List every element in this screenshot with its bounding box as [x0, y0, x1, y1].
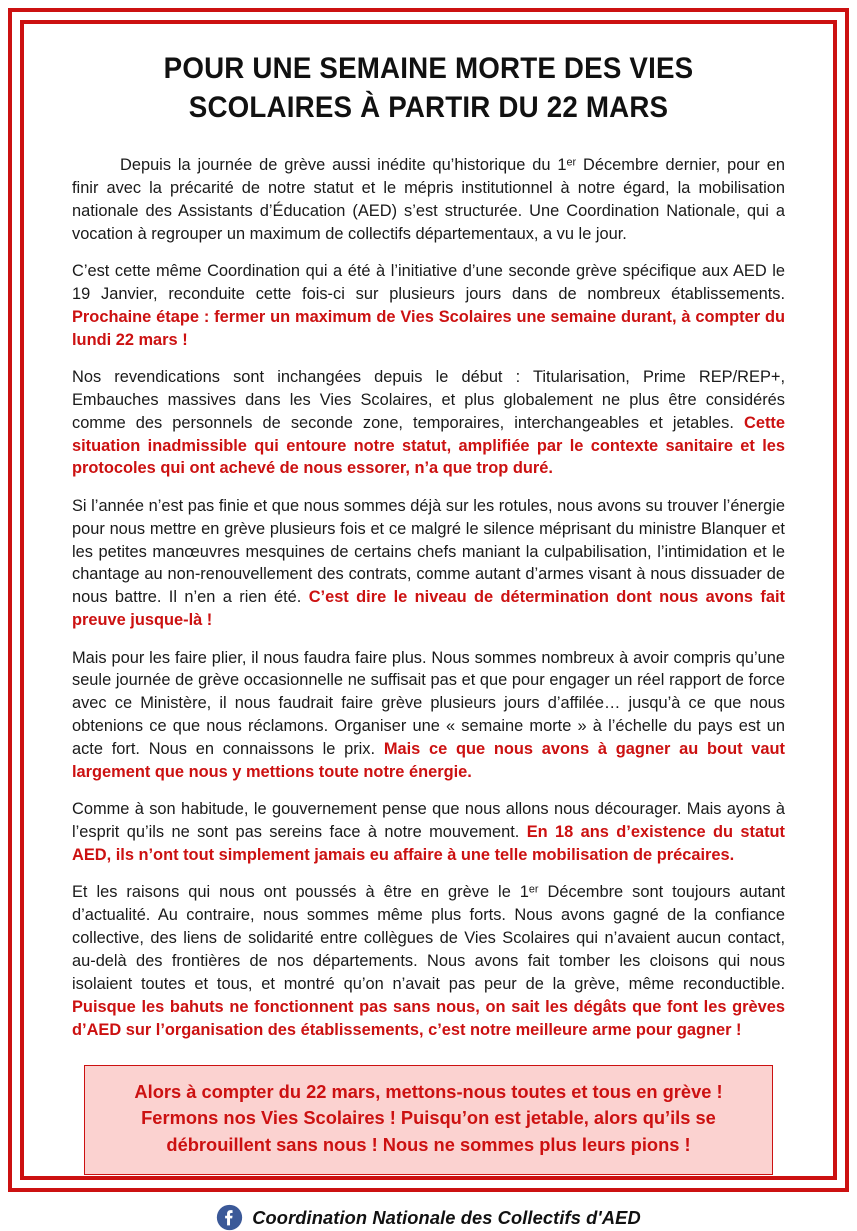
paragraph-3-text: Nos revendications sont inchangées depuis le début : Titularisation, Prime REP/REP+, Embauches massives dans les Vies Scolaires, et plus globalement ne plus être considérés comme des personnels de seconde zone, temporaires, interchangeables et jetables. [72, 367, 785, 432]
inner-red-frame [20, 20, 837, 1228]
paragraph-7-text-b: Décembre sont toujours autant d’actualité. Au contraire, nous sommes même plus forts. Nous avons gagné de la confiance collective, des liens de solidarité entre collègues de Vies Scolaires qui n’avaient aucun contact, au-delà des frontières de nos départements. Nous avons fait tomber les cloisons qui nous isolaient toutes et tous, et montré qu’on n’avait pas peur de la grève, même reconductible. [72, 883, 785, 993]
paragraph-1-text-a: Depuis la journée de grève aussi inédite qu’historique du 1 [120, 155, 567, 174]
paragraph-4-text: Si l’année n’est pas finie et que nous sommes déjà sur les rotules, nous avons su trouver l’énergie pour nous mettre en grève plusieurs fois et ce malgré le silence méprisant du ministre Blanquer et les petites manœuvres mesquines de certains chefs maniant la culpabilisation, l’intimidation et le chantage au non-renouvellement des contrats, comme autant d’armes visant à nous dissuader de nous battre. Il n’en a rien été. [72, 496, 785, 607]
paragraph-4-highlight: C’est dire le niveau de détermination dont nous avons fait preuve jusque-là ! [72, 588, 785, 630]
paragraph-1-superscript: er [566, 156, 577, 169]
title-line-2: SCOLAIRES À PARTIR DU 22 MARS [188, 90, 669, 124]
paragraph-2-highlight: Prochaine étape : fermer un maximum de Vies Scolaires une semaine durant, à compter du lundi 22 mars ! [72, 307, 785, 349]
paragraph-2-text: C’est cette même Coordination qui a été à l’initiative d’une seconde grève spécifique aux AED le 19 Janvier, reconduite cette fois-ci sur plusieurs jours dans de nombreux établissements. [72, 261, 785, 303]
paragraph-5-text: Mais pour les faire plier, il nous faudra faire plus. Nous sommes nombreux à avoir compris qu’une seule journée de grève occasionnelle ne suffisait pas et que pour engager un réel rapport de force avec ce Ministère, il nous faudrait faire grève plusieurs jours d’affilée… jusqu’à ce que nous obtenions ce que nous réclamons. Organiser une « semaine morte » à l’échelle du pays est un acte fort. Nous en connaissons le prix. [72, 648, 785, 758]
call-to-action-line-2: Fermons nos Vies Scolaires ! Puisqu’on est jetable, alors qu’ils se [141, 1107, 716, 1129]
paragraph-2 [72, 260, 785, 352]
paragraph-7-superscript: er [528, 883, 539, 896]
paragraph-3 [72, 366, 785, 480]
paragraph-5-highlight: Mais ce que nous avons à gagner au bout vaut largement que nous y mettions toute notre énergie. [72, 740, 785, 781]
footer [72, 1204, 785, 1231]
paragraph-1-text-b: Décembre dernier, pour en finir avec la précarité de notre statut et le mépris institutionnel à notre égard, la mobilisation nationale des Assistants d’Éducation (AED) s’est structurée. Une Coordination Nationale, qui a vocation à regrouper un maximum de collectifs départementaux, a vu le jour. [72, 155, 785, 243]
paragraph-4 [72, 495, 785, 632]
paragraph-1 [72, 154, 785, 246]
paragraph-6-text: Comme à son habitude, le gouvernement pense que nous allons nous décourager. Mais ayons à l’esprit qu’ils ne sont pas sereins face à notre mouvement. [72, 800, 785, 842]
call-to-action-box [84, 1065, 773, 1176]
footer-organisation-name: Coordination Nationale des Collectifs d'AED [252, 1206, 641, 1228]
paragraph-7-text-a: Et les raisons qui nous ont poussés à être en grève le 1 [72, 883, 529, 902]
paragraph-6-highlight: En 18 ans d’existence du statut AED, ils n’ont tout simplement jamais eu affaire à une telle mobilisation de précaires. [72, 823, 786, 864]
call-to-action-line-1: Alors à compter du 22 mars, mettons-nous toutes et tous en grève ! [134, 1080, 723, 1102]
paragraph-5 [72, 647, 785, 784]
facebook-icon [216, 1204, 243, 1231]
title-line-1: POUR UNE SEMAINE MORTE DES VIES [163, 52, 694, 85]
paragraph-7-highlight: Puisque les bahuts ne fonctionnent pas sans nous, on sait les dégâts que font les grèves d’AED sur l’organisation des établissements, c’est notre meilleure arme pour gagner ! [72, 997, 785, 1039]
page-title [93, 50, 763, 128]
paragraph-7 [72, 881, 785, 1041]
call-to-action-line-3: débrouillent sans nous ! Nous ne sommes plus leurs pions ! [166, 1134, 691, 1156]
paragraph-6 [72, 798, 785, 867]
outer-red-frame [8, 8, 849, 1228]
paragraph-3-highlight: Cette situation inadmissible qui entoure notre statut, amplifiée par le contexte sanitaire et les protocoles qui ont achevé de nous essorer, n’a que trop duré. [72, 413, 785, 478]
